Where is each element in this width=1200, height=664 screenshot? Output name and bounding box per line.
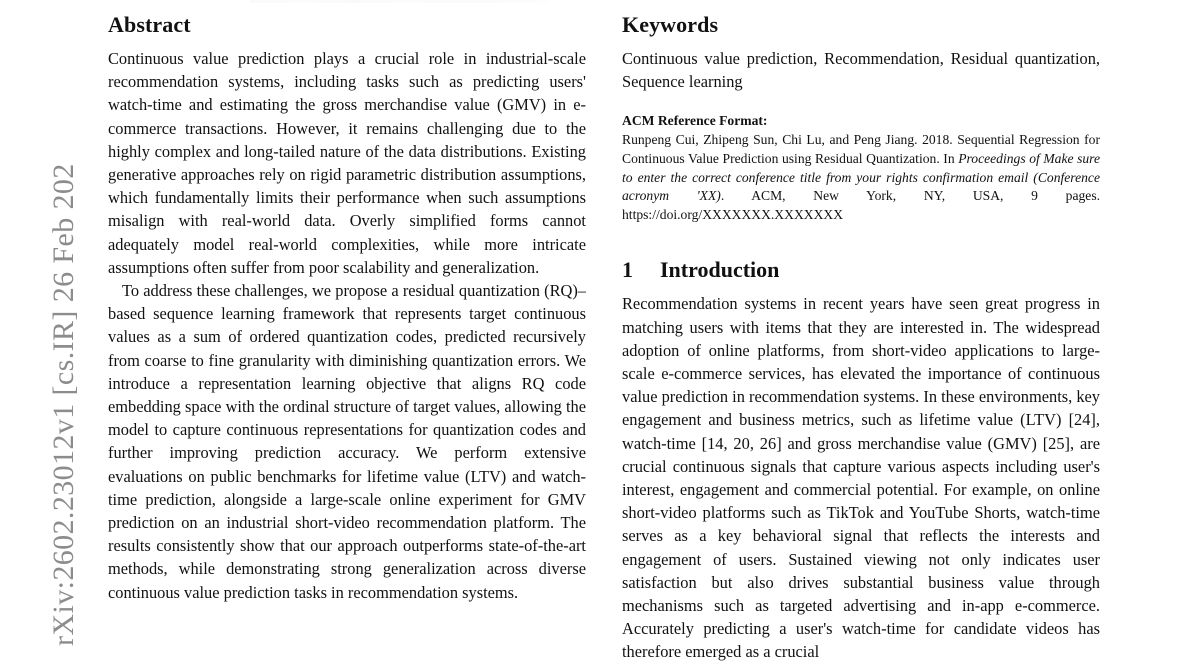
- acm-reference-italic-part: Proceedings of Make sure to enter the correct conference title from your rights confirmation email (Conference acronym 'XX): [622, 151, 1100, 204]
- acm-reference-citation: [622, 131, 1100, 224]
- acm-reference-plain-part-1: Runpeng Cui, Zhipeng Sun, Chi Lu, and Peng Jiang. 2018. Sequential Regression for Continuous Value Prediction using Residual Quantization. In: [622, 132, 1100, 166]
- introduction-heading-label: Introduction: [660, 257, 780, 283]
- abstract-paragraph-1: Continuous value prediction plays a crucial role in industrial-scale recommendation systems, including tasks such as predicting users' watch-time and estimating the gross merchandise value (GMV) in e-commerce transactions. However, it remains challenging due to the highly complex and long-tailed nature of the data distributions. Existing generative approaches rely on rigid parametric distribution assumptions, which fundamentally limits their performance when such assumptions misalign with real-world data. Overly simplified forms cannot adequately model real-world complexities, while more intricate assumptions often suffer from poor scalability and generalization.: [108, 49, 586, 277]
- introduction-paragraph-1: Recommendation systems in recent years have seen great progress in matching users with items that they are interested in. The widespread adoption of online platforms, from short-video applications to large-scale e-commerce services, has elevated the importance of continuous value prediction in recommendation systems. In these environments, key engagement and business metrics, such as lifetime value (LTV) [24], watch-time [14, 20, 26] and gross merchandise value (GMV) [25], are crucial continuous signals that capture various aspects including user's interest, engagement and commercial potential. For example, on online short-video platforms such as TikTok and YouTube Shorts, watch-time serves as a key behavioral signal that reflects the interests and engagement of users. Sustained viewing not only indicates user satisfaction but also drives substantial business value through mechanisms such as targeted advertising and in-app e-commerce. Accurately predicting a user's watch-time for candidate videos has therefore emerged as a crucial: [622, 294, 1100, 662]
- abstract-paragraph-2: To address these challenges, we propose a residual quantization (RQ)–based sequence learning framework that represents target continuous values as a sum of ordered quantization codes, predicted recursively from coarse to fine granularity with diminishing quantization errors. We introduce a representation learning objective that aligns RQ code embedding space with the ordinal structure of target values, allowing the model to capture continuous representations for quantization codes and further improving prediction accuracy. We perform extensive evaluations on public benchmarks for lifetime value (LTV) and watch-time prediction, alongside a large-scale online experiment for GMV prediction on an industrial short-video recommendation platform. The results consistently show that our approach outperforms state-of-the-art methods, while demonstrating strong generalization across diverse continuous value prediction tasks in recommendation systems.: [108, 281, 586, 602]
- introduction-section: [622, 257, 1100, 663]
- introduction-heading: [622, 257, 1100, 283]
- abstract-heading: Abstract: [108, 12, 191, 37]
- left-column: [108, 0, 586, 604]
- acm-reference-label: ACM Reference Format:: [622, 113, 768, 129]
- keywords-heading: Keywords: [622, 12, 719, 37]
- keywords-list: Continuous value prediction, Recommendation, Residual quantization, Sequence learning: [622, 49, 1100, 92]
- right-column: [622, 0, 1100, 664]
- acm-reference-block: [622, 112, 1100, 224]
- introduction-section-number: 1: [622, 257, 633, 283]
- arxiv-identifier-stamp: rXiv:2602.23012v1 [cs.IR] 26 Feb 202: [47, 163, 80, 646]
- acm-reference-plain-part-2: . ACM, New York, NY, USA, 9 pages. https://doi.org/XXXXXXX.XXXXXXX: [622, 188, 1101, 222]
